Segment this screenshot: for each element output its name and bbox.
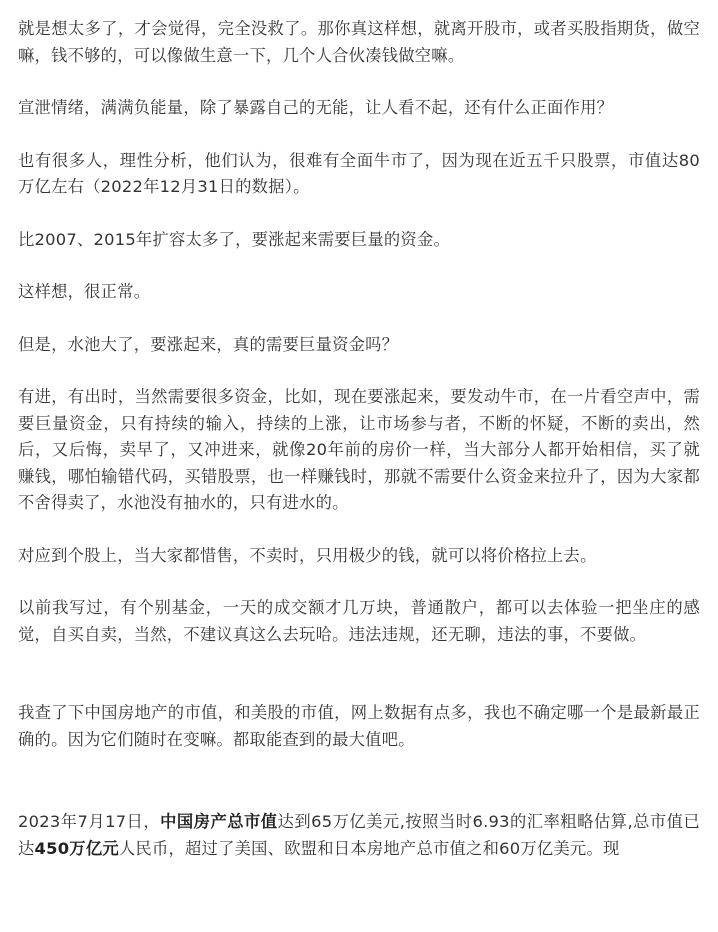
paragraph-real-estate (18, 809, 700, 862)
paragraph: 对应到个股上，当大家都惜售，不卖时，只用极少的钱，就可以将价格拉上去。 (18, 545, 597, 565)
text-span: 达到65万亿美元,按照当时6.93的汇率粗略估算,总市值已达 (18, 812, 700, 858)
paragraph: 也有很多人，理性分析，他们认为，很难有全面牛市了，因为现在近五千只股票，市值达80万亿左右（2022年12月31日的数据）。 (18, 150, 700, 196)
paragraph: 以前我写过，有个别基金，一天的成交额才几万块，普通散户，都可以去体验一把坐庄的感觉，自买自卖，当然，不建议真这么去玩哈。违法违规，还无聊，违法的事，不要做。 (18, 598, 700, 644)
paragraph: 比2007、2015年扩容太多了，要涨起来需要巨量的资金。 (18, 229, 451, 249)
paragraph: 有进，有出时，当然需要很多资金，比如，现在要涨起来，要发动牛市，在一片看空声中，需要巨量资金，只有持续的输入，持续的上涨，让市场参与者，不断的怀疑，不断的卖出，然后，又后悔，卖早了，又冲进来，就像20年前的房价一样，当大部分人都开始相信，买了就赚钱，哪怕输错代码，买错股票，也一样赚钱时，那就不需要什么资金来拉升了，因为大家都不舍得卖了，水池没有抽水的，只有进水的。 (18, 387, 700, 512)
text-span: 2023年7月17日， (18, 812, 161, 831)
paragraph: 这样想，很正常。 (18, 282, 151, 301)
bold-text: 中国房产总市值 (160, 812, 278, 831)
paragraph: 但是，水池大了，要涨起来，真的需要巨量资金吗？ (18, 334, 399, 354)
paragraph: 宣泄情绪，满满负能量，除了暴露自己的无能，让人看不起，还有什么正面作用？ (18, 98, 614, 117)
paragraph: 我查了下中国房地产的市值，和美股的市值，网上数据有点多，我也不确定哪一个是最新最正确的。因为它们随时在变嘛。都取能查到的最大值吧。 (18, 703, 700, 749)
paragraph: 就是想太多了，才会觉得，完全没救了。那你真这样想，就离开股市，或者买股指期货，做空嘛，钱不够的，可以像做生意一下，几个人合伙凑钱做空嘛。 (18, 19, 700, 65)
bold-text: 450万亿元 (34, 838, 119, 858)
article-body (18, 16, 700, 888)
text-span: 人民币，超过了美国、欧盟和日本房地产总市值之和60万亿美元。现 (118, 838, 620, 858)
